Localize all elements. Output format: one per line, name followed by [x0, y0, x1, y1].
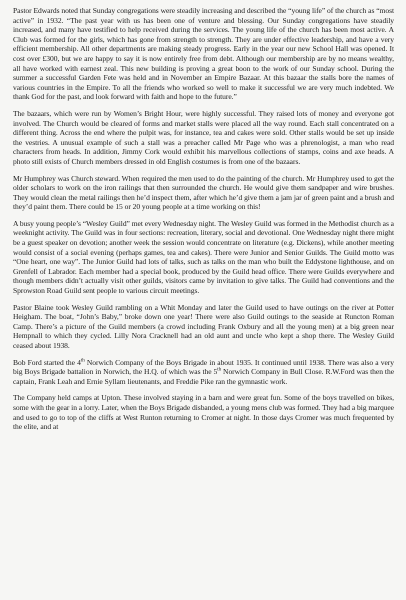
boys-brigade-text-1: Bob Ford started the 4 — [13, 357, 81, 367]
ordinal-suffix: th — [80, 358, 85, 364]
paragraph-company-camps: The Company held camps at Upton. These involved staying in a barn and were great fun. Some of the boys travelled on bikes, some with the gear in a lorry. Later, when the Boys Brigade disbanded, a young mens club was formed. They had a big marquee and used to go to top of the cliffs at West Runton returning to Cromer at night. In those days Cromer was much frequented by the elite, and at — [13, 393, 394, 432]
ordinal-suffix: th — [217, 367, 222, 373]
paragraph-bazaars: The bazaars, which were run by Women’s Bright Hour, were highly successful. They raised lots of money and everyone got involved. The Church would be cleared of forms and market stalls were placed all the way round. Each stall concentrated on a different thing. Across the end where the pulpit was, for instance, tea and cakes were sold. Other stalls would be set up inside the vestries. A unusual example of such a stall was a preacher called Mr Page who was a phrenologist, a man who read characters from heads. In addition, Jimmy Cork would exhibit his marvellous collections of stamps, coins and axe heads. A photo still exists of Church members dressed in old English costumes is from one of the bazaars. — [13, 108, 394, 166]
boys-brigade-text-3: Norwich Company in Bull Close. R.W.Ford was then the captain, Frank Leah and Ernie Syllam lieutenants, and Freddie Pike ran the gymnastic work. — [13, 367, 394, 386]
paragraph-boys-brigade — [13, 358, 394, 387]
paragraph-guild-outings: Pastor Blaine took Wesley Guild rambling on a Whit Monday and later the Guild used to have outings on the river at Potter Heigham. The boat, “John’s Baby,” broke down one year! There were also Guild outings to the seaside at Runcton Roman Camp. There’s a picture of the Guild members (a crowd including Frank Oxbury and all the young men) at a big green near Hempnall to which they cycled. Lilly Nora Cracknell had an old aunt and uncle who kept a shop there. The Wesley Guild ceased about 1938. — [13, 302, 394, 350]
paragraph-pastor-edwards: Pastor Edwards noted that Sunday congregations were steadily increasing and described the “young life” of the church as “most active” in 1932. “The past year with us has been one of venture and blessing. Our Sunday congregations have steadily increased, and many have testified to help received during the services. The young life of the church has been most active. A Club was formed for the girls, which has gone from strength to strength. They are under effective leadership, and have a very efficient membership. All other departments are making steady progress. Early in the year our new School Hall was opened. It cost over £300, but we are happy to say it is now entirely free from debt. Although our membership are by no means wealthy, all have worked with earnest zeal. This new building is proving a great boon to the work of our Sunday school. During the summer a successful Garden Fete was held and in November an Empire Bazaar. At this bazaar the stalls bore the names of various countries in the Empire. To all the friends who worked so well to make it successful we are very much indebted. We thank God for the past, and look forward with faith and hope to the future.” — [13, 6, 394, 102]
boys-brigade-text-2: Norwich Company of the Boys Brigade in about 1935. It continued until 1938. There was also a very big Boys Brigade battalion in Norwich, the H.Q. of which was the 5 — [13, 357, 394, 377]
paragraph-church-steward: Mr Humphrey was Church steward. When required the men used to do the painting of the church. Mr Humphrey used to get the older scholars to work on the iron railings that then surrounded the church. He would give them sandpaper and wire brushes. They would clean the metal railings then he’d inspect them, after which he’d give them a jam jar of green paint and a brush and they’d paint them. There could be 15 or 20 young people at a time working on this! — [13, 173, 394, 212]
paragraph-wesley-guild: A busy young people’s “Wesley Guild” met every Wednesday night. The Wesley Guild was formed in the Methodist church as a weeknight activity. The Guild was in four sections: recreation, literary, social and devotional. One Wednesday night there might be a guest speaker on devotion; another week the session would concentrate on literature (e.g. Dickens), while another meeting would consist of a social evening (perhaps games, tea and cakes). There were Junior and Senior Guilds. The Guild motto was “One heart, one way”. The Junior Guild had lots of talks, such as talks on the man who built the Eddystone lighthouse, and on Grenfell of Labrador. Each member had a special book, produced by the Guild head office. There were Guilds everywhere and though members didn’t actually visit other guilds, visitors came by invitation to give talks. The Guild had conventions and the Sprowston Road Guild sent people to various circuit meetings. — [13, 218, 394, 296]
